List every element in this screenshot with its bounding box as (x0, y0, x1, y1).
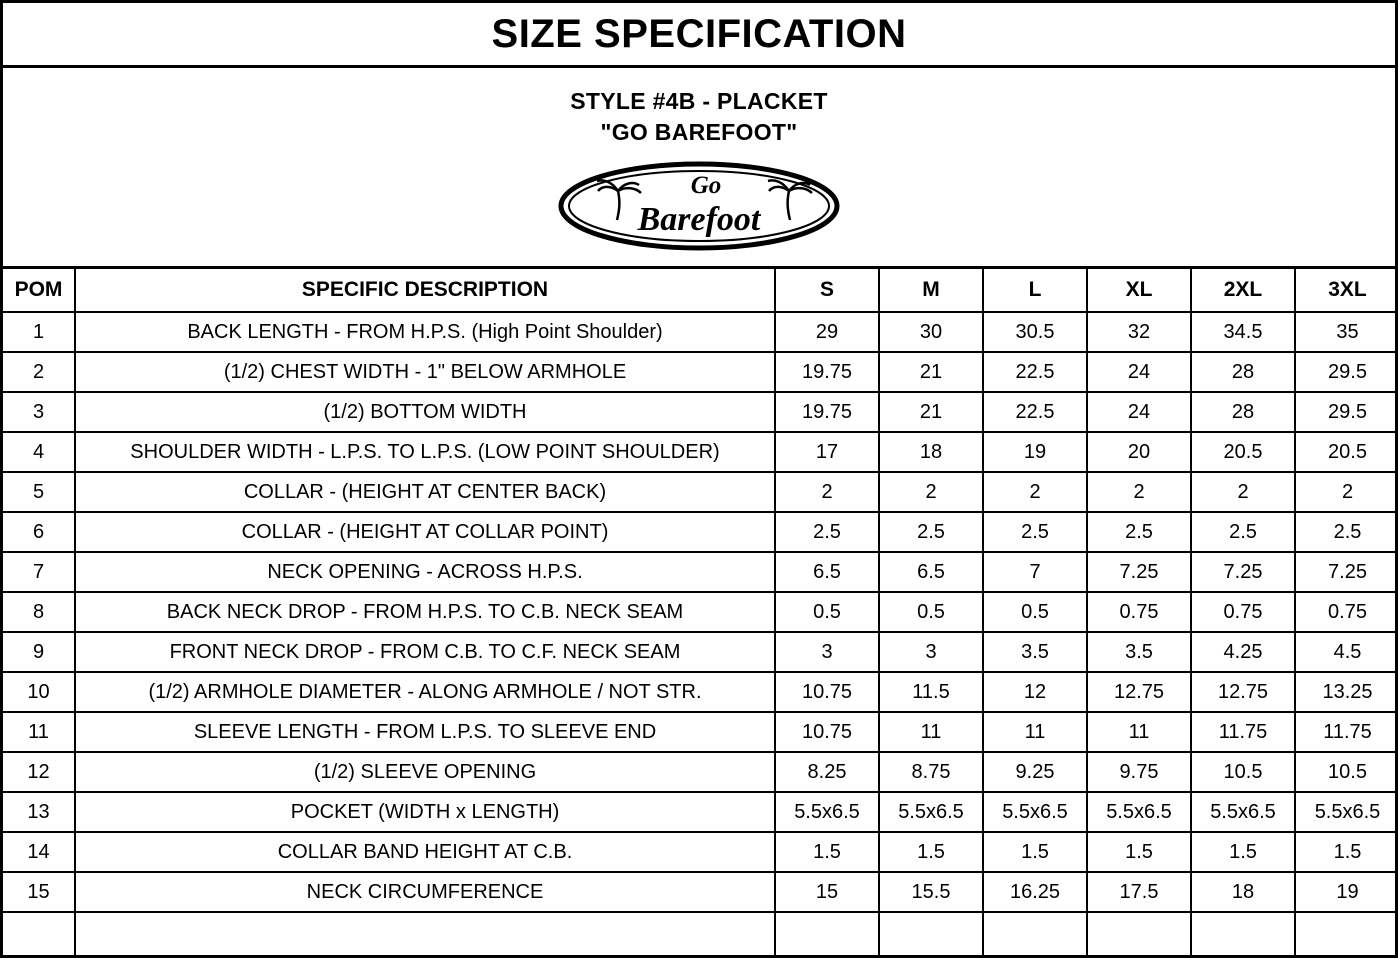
cell-size-xl: 7.25 (1087, 552, 1191, 592)
cell-size-2xl: 12.75 (1191, 672, 1295, 712)
cell-pom: 9 (3, 632, 75, 672)
cell-size-xl: 2.5 (1087, 512, 1191, 552)
column-header-pom: POM (3, 269, 75, 312)
cell-description: FRONT NECK DROP - FROM C.B. TO C.F. NECK SEAM (75, 632, 775, 672)
cell-size-l: 11 (983, 712, 1087, 752)
cell-size-s: 1.5 (775, 832, 879, 872)
cell-size-s: 5.5x6.5 (775, 792, 879, 832)
cell-size-3xl: 5.5x6.5 (1295, 792, 1398, 832)
cell-size-l: 2 (983, 472, 1087, 512)
table-row (3, 392, 1398, 432)
cell-size-3xl: 19 (1295, 872, 1398, 912)
cell-size-m: 1.5 (879, 832, 983, 872)
table-row (3, 512, 1398, 552)
cell-size-l: 3.5 (983, 632, 1087, 672)
cell-size-m: 5.5x6.5 (879, 792, 983, 832)
cell-description: (1/2) CHEST WIDTH - 1" BELOW ARMHOLE (75, 352, 775, 392)
cell-size-l: 5.5x6.5 (983, 792, 1087, 832)
column-header-description: SPECIFIC DESCRIPTION (75, 269, 775, 312)
cell-size-m: 2.5 (879, 512, 983, 552)
cell-size-xl (1087, 912, 1191, 955)
brand-name: "GO BAREFOOT" (600, 119, 798, 146)
cell-pom (3, 912, 75, 955)
logo-text-main: Barefoot (637, 201, 761, 239)
column-header-size-l: L (983, 269, 1087, 312)
cell-size-3xl: 29.5 (1295, 392, 1398, 432)
cell-description: NECK CIRCUMFERENCE (75, 872, 775, 912)
cell-description: (1/2) SLEEVE OPENING (75, 752, 775, 792)
cell-size-2xl: 5.5x6.5 (1191, 792, 1295, 832)
cell-size-3xl: 10.5 (1295, 752, 1398, 792)
cell-size-2xl: 1.5 (1191, 832, 1295, 872)
cell-size-3xl: 20.5 (1295, 432, 1398, 472)
cell-size-xl: 12.75 (1087, 672, 1191, 712)
cell-pom: 13 (3, 792, 75, 832)
cell-size-3xl: 2.5 (1295, 512, 1398, 552)
document-title-bar (3, 3, 1395, 68)
table-row (3, 752, 1398, 792)
cell-description (75, 912, 775, 955)
cell-size-m: 15.5 (879, 872, 983, 912)
cell-size-3xl: 35 (1295, 312, 1398, 352)
cell-size-s: 29 (775, 312, 879, 352)
cell-pom: 1 (3, 312, 75, 352)
cell-description: SLEEVE LENGTH - FROM L.P.S. TO SLEEVE END (75, 712, 775, 752)
cell-pom: 11 (3, 712, 75, 752)
cell-size-m: 0.5 (879, 592, 983, 632)
cell-size-l: 2.5 (983, 512, 1087, 552)
logo-text-top: Go (690, 172, 722, 200)
cell-description: COLLAR BAND HEIGHT AT C.B. (75, 832, 775, 872)
table-row (3, 552, 1398, 592)
cell-size-l: 16.25 (983, 872, 1087, 912)
cell-size-3xl: 0.75 (1295, 592, 1398, 632)
cell-size-2xl: 34.5 (1191, 312, 1295, 352)
table-header (3, 269, 1398, 312)
cell-pom: 6 (3, 512, 75, 552)
cell-size-s: 2.5 (775, 512, 879, 552)
cell-size-l: 19 (983, 432, 1087, 472)
cell-size-l: 22.5 (983, 392, 1087, 432)
cell-size-2xl: 18 (1191, 872, 1295, 912)
cell-size-l: 30.5 (983, 312, 1087, 352)
cell-pom: 3 (3, 392, 75, 432)
cell-size-s: 19.75 (775, 392, 879, 432)
cell-description: BACK LENGTH - FROM H.P.S. (High Point Shoulder) (75, 312, 775, 352)
cell-size-2xl: 28 (1191, 392, 1295, 432)
cell-size-s (775, 912, 879, 955)
cell-size-3xl: 7.25 (1295, 552, 1398, 592)
cell-pom: 15 (3, 872, 75, 912)
cell-description: (1/2) BOTTOM WIDTH (75, 392, 775, 432)
cell-description: (1/2) ARMHOLE DIAMETER - ALONG ARMHOLE / NOT STR. (75, 672, 775, 712)
cell-size-3xl: 13.25 (1295, 672, 1398, 712)
cell-size-2xl (1191, 912, 1295, 955)
cell-size-xl: 9.75 (1087, 752, 1191, 792)
cell-size-xl: 2 (1087, 472, 1191, 512)
cell-size-l: 12 (983, 672, 1087, 712)
cell-size-m (879, 912, 983, 955)
cell-size-2xl: 2.5 (1191, 512, 1295, 552)
cell-size-3xl (1295, 912, 1398, 955)
cell-size-3xl: 11.75 (1295, 712, 1398, 752)
cell-size-xl: 3.5 (1087, 632, 1191, 672)
table-row (3, 472, 1398, 512)
table-header-row (3, 269, 1398, 312)
cell-size-m: 11.5 (879, 672, 983, 712)
cell-size-3xl: 2 (1295, 472, 1398, 512)
table-row (3, 872, 1398, 912)
cell-description: COLLAR - (HEIGHT AT COLLAR POINT) (75, 512, 775, 552)
cell-size-l: 0.5 (983, 592, 1087, 632)
cell-pom: 2 (3, 352, 75, 392)
cell-description: COLLAR - (HEIGHT AT CENTER BACK) (75, 472, 775, 512)
cell-size-l: 22.5 (983, 352, 1087, 392)
go-barefoot-logo (554, 158, 844, 259)
cell-size-2xl: 4.25 (1191, 632, 1295, 672)
table-row (3, 912, 1398, 955)
cell-description: BACK NECK DROP - FROM H.P.S. TO C.B. NECK SEAM (75, 592, 775, 632)
table-row (3, 352, 1398, 392)
cell-size-l: 9.25 (983, 752, 1087, 792)
table-row (3, 832, 1398, 872)
cell-size-s: 6.5 (775, 552, 879, 592)
cell-size-2xl: 20.5 (1191, 432, 1295, 472)
cell-size-2xl: 28 (1191, 352, 1295, 392)
cell-size-m: 21 (879, 392, 983, 432)
cell-size-3xl: 29.5 (1295, 352, 1398, 392)
column-header-size-xl: XL (1087, 269, 1191, 312)
cell-pom: 8 (3, 592, 75, 632)
table-row (3, 712, 1398, 752)
page-title: SIZE SPECIFICATION (491, 11, 907, 56)
column-header-size-3xl: 3XL (1295, 269, 1398, 312)
cell-size-3xl: 4.5 (1295, 632, 1398, 672)
cell-size-xl: 1.5 (1087, 832, 1191, 872)
cell-size-s: 10.75 (775, 712, 879, 752)
cell-size-s: 3 (775, 632, 879, 672)
cell-size-m: 21 (879, 352, 983, 392)
cell-size-xl: 17.5 (1087, 872, 1191, 912)
table-row (3, 792, 1398, 832)
table-body (3, 312, 1398, 955)
size-spec-table (3, 269, 1398, 955)
table-row (3, 672, 1398, 712)
cell-description: POCKET (WIDTH x LENGTH) (75, 792, 775, 832)
cell-size-xl: 24 (1087, 352, 1191, 392)
table-row (3, 432, 1398, 472)
cell-pom: 10 (3, 672, 75, 712)
cell-pom: 4 (3, 432, 75, 472)
cell-size-l (983, 912, 1087, 955)
cell-size-xl: 20 (1087, 432, 1191, 472)
cell-description: NECK OPENING - ACROSS H.P.S. (75, 552, 775, 592)
cell-size-m: 11 (879, 712, 983, 752)
column-header-size-s: S (775, 269, 879, 312)
cell-size-m: 6.5 (879, 552, 983, 592)
cell-size-m: 8.75 (879, 752, 983, 792)
cell-size-xl: 5.5x6.5 (1087, 792, 1191, 832)
column-header-size-m: M (879, 269, 983, 312)
cell-pom: 12 (3, 752, 75, 792)
cell-size-l: 7 (983, 552, 1087, 592)
cell-description: SHOULDER WIDTH - L.P.S. TO L.P.S. (LOW POINT SHOULDER) (75, 432, 775, 472)
cell-size-s: 2 (775, 472, 879, 512)
cell-size-s: 19.75 (775, 352, 879, 392)
cell-size-m: 18 (879, 432, 983, 472)
cell-size-s: 15 (775, 872, 879, 912)
cell-size-2xl: 10.5 (1191, 752, 1295, 792)
cell-pom: 14 (3, 832, 75, 872)
cell-size-xl: 32 (1087, 312, 1191, 352)
cell-size-xl: 0.75 (1087, 592, 1191, 632)
cell-size-m: 3 (879, 632, 983, 672)
cell-size-s: 8.25 (775, 752, 879, 792)
cell-size-l: 1.5 (983, 832, 1087, 872)
cell-size-3xl: 1.5 (1295, 832, 1398, 872)
style-header-block (3, 68, 1395, 269)
table-row (3, 592, 1398, 632)
table-row (3, 632, 1398, 672)
column-header-size-2xl: 2XL (1191, 269, 1295, 312)
cell-size-2xl: 0.75 (1191, 592, 1295, 632)
cell-size-s: 17 (775, 432, 879, 472)
cell-size-2xl: 7.25 (1191, 552, 1295, 592)
cell-size-2xl: 11.75 (1191, 712, 1295, 752)
style-name: STYLE #4B - PLACKET (570, 88, 828, 115)
cell-size-m: 2 (879, 472, 983, 512)
cell-size-xl: 11 (1087, 712, 1191, 752)
cell-size-2xl: 2 (1191, 472, 1295, 512)
table-row (3, 312, 1398, 352)
cell-size-m: 30 (879, 312, 983, 352)
cell-size-s: 0.5 (775, 592, 879, 632)
cell-size-xl: 24 (1087, 392, 1191, 432)
cell-pom: 5 (3, 472, 75, 512)
cell-pom: 7 (3, 552, 75, 592)
cell-size-s: 10.75 (775, 672, 879, 712)
